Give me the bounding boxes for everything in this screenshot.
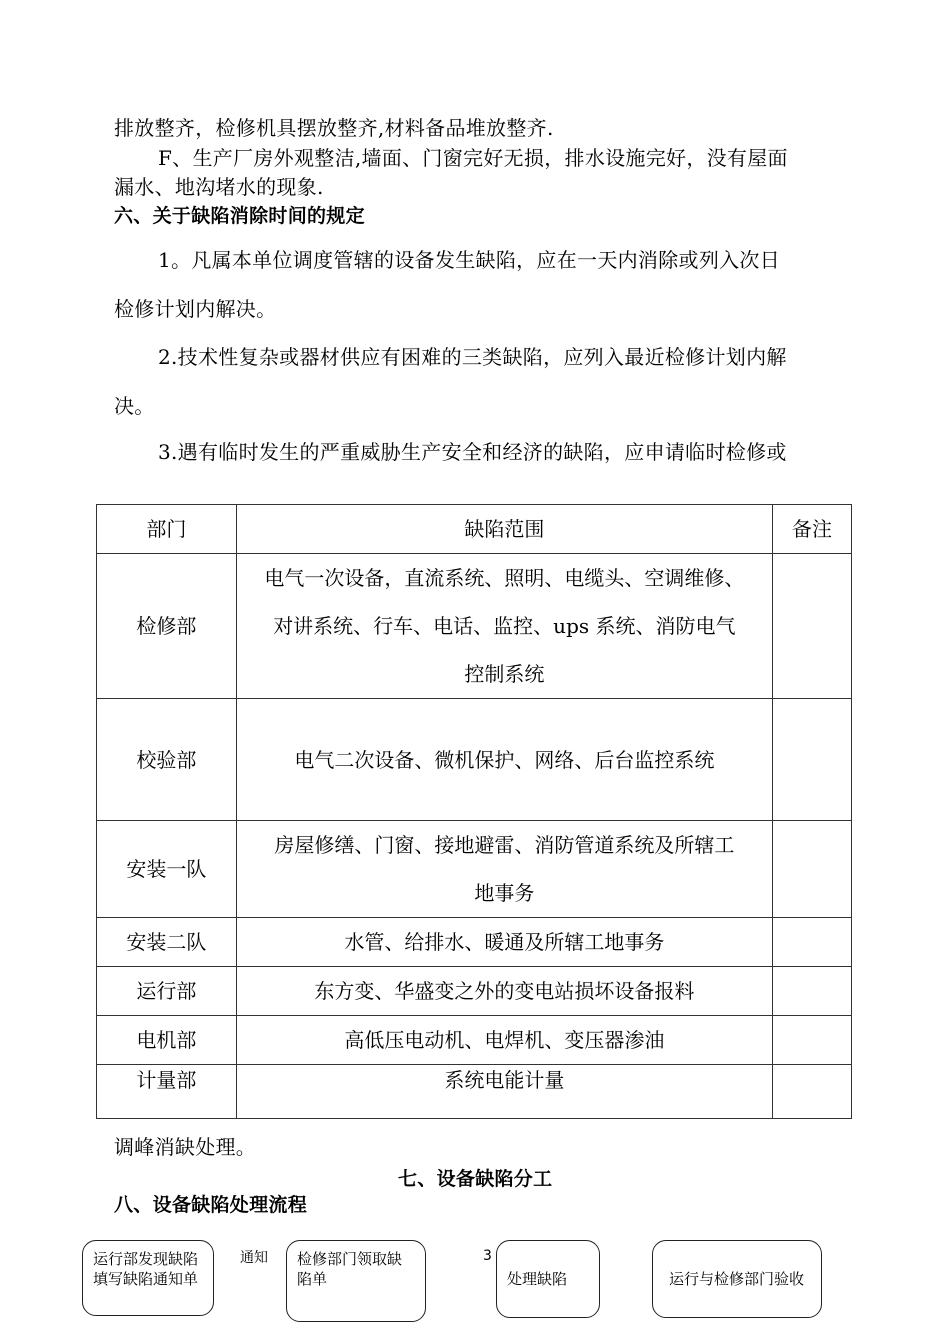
rule-2-line2: 决。 [114,394,155,418]
header-scope: 缺陷范围 [236,505,772,554]
scope-cell [236,554,772,699]
defect-division-table [96,504,852,1119]
scope-line: 系统电能计量 [444,1068,565,1092]
paragraph-f-line1: F、生产厂房外观整洁,墙面、门窗完好无损，排水设施完好，没有屋面 [158,146,788,170]
rule-1-line1: 1。凡属本单位调度管辖的设备发生缺陷，应在一天内消除或列入次日 [158,248,781,272]
dept-cell: 计量部 [97,1065,237,1119]
flow-label-notify: 通知 [240,1250,268,1266]
flow-step-acceptance: 运行与检修部门验收 [652,1240,822,1318]
dept-cell: 运行部 [97,967,237,1016]
dept-cell: 检修部 [97,554,237,699]
table-row [97,918,852,967]
section-heading-8: 八、设备缺陷处理流程 [114,1194,308,1216]
scope-line: 控制系统 [464,662,545,686]
scope-cell [236,821,772,918]
note-cell [773,1016,852,1065]
scope-cell [236,967,772,1016]
scope-line: 高低压电动机、电焊机、变压器渗油 [344,1028,665,1052]
scope-line: 电气一次设备，直流系统、照明、电缆头、空调维修、 [264,566,745,590]
table-row [97,554,852,699]
note-cell [773,554,852,699]
dept-cell: 校验部 [97,699,237,821]
header-note: 备注 [773,505,852,554]
paragraph-1: 排放整齐，检修机具摆放整齐,材料备品堆放整齐. [114,116,554,140]
note-cell [773,699,852,821]
flow-step-handle: 处理缺陷 [496,1240,600,1318]
scope-line: 地事务 [474,881,535,905]
table-header-row [97,505,852,554]
table-row [97,967,852,1016]
after-table-text: 调峰消缺处理。 [114,1135,257,1159]
note-cell [773,918,852,967]
dept-cell: 安装二队 [97,918,237,967]
scope-cell [236,1065,772,1119]
scope-cell [236,1016,772,1065]
section-heading-6: 六、关于缺陷消除时间的规定 [114,205,365,227]
note-cell [773,967,852,1016]
table-row [97,1065,852,1119]
header-dept: 部门 [97,505,237,554]
table-row [97,699,852,821]
scope-line: 房屋修缮、门窗、接地避雷、消防管道系统及所辖工 [274,833,735,857]
table-row [97,1016,852,1065]
note-cell [773,821,852,918]
rule-3-line1: 3.遇有临时发生的严重威胁生产安全和经济的缺陷，应申请临时检修或 [158,440,787,464]
scope-line: 东方变、华盛变之外的变电站损坏设备报料 [314,979,695,1003]
flow-step-report: 运行部发现缺陷填写缺陷通知单 [82,1240,214,1316]
rule-2-line1: 2.技术性复杂或器材供应有困难的三类缺陷，应列入最近检修计划内解 [158,345,787,369]
paragraph-f-line2: 漏水、地沟堵水的现象. [114,175,324,199]
scope-line: 电气二次设备、微机保护、网络、后台监控系统 [294,747,715,772]
scope-cell [236,918,772,967]
dept-cell: 电机部 [97,1016,237,1065]
table-row [97,821,852,918]
note-cell [773,1065,852,1119]
flow-label-3: 3 [483,1248,492,1264]
scope-line: 对讲系统、行车、电话、监控、ups 系统、消防电气 [273,614,736,638]
scope-line: 水管、给排水、暖通及所辖工地事务 [344,930,665,954]
scope-cell [236,699,772,821]
rule-1-line2: 检修计划内解决。 [114,297,277,321]
section-heading-7: 七、设备缺陷分工 [398,1168,553,1190]
flow-step-receive: 检修部门领取缺陷单 [286,1240,426,1322]
dept-cell: 安装一队 [97,821,237,918]
